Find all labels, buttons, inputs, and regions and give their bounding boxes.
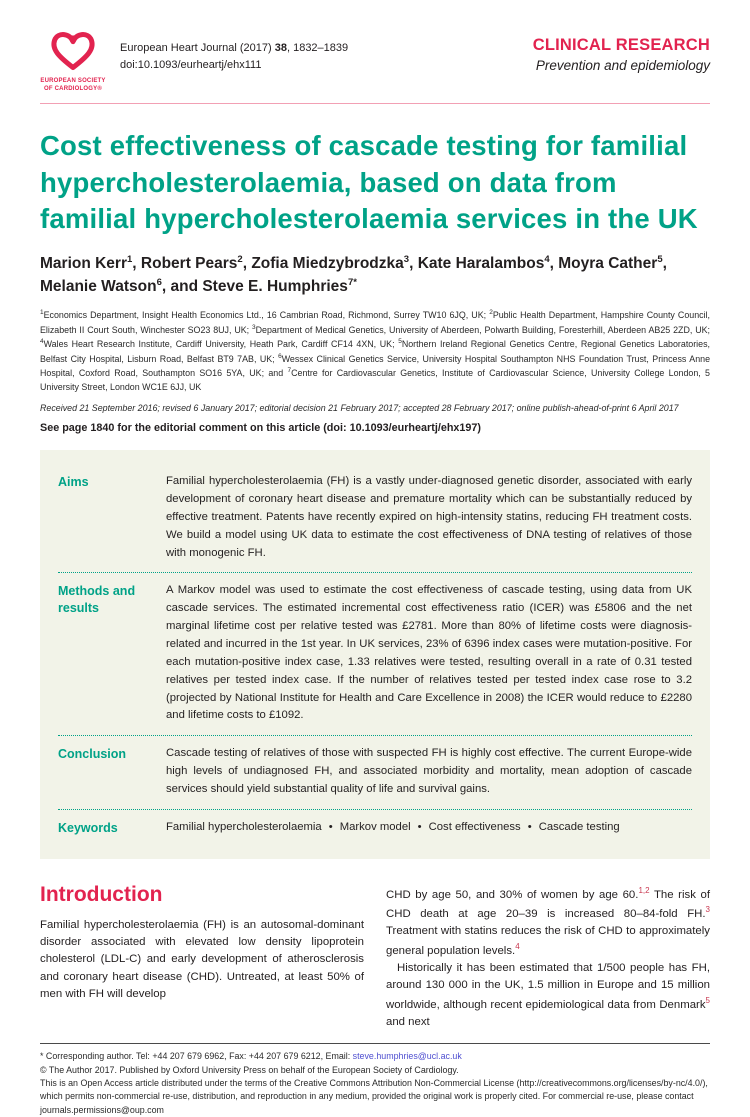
copyright-note: © The Author 2017. Published by Oxford University Press on behalf of the European Society of Cardiology.: [40, 1064, 459, 1075]
reference-superscript[interactable]: 5: [705, 995, 710, 1005]
esc-logo: [40, 28, 106, 93]
journal-citation-line: European Heart Journal (2017) 38, 1832–1839: [120, 42, 349, 54]
article-category: CLINICAL RESEARCH: [532, 36, 710, 54]
introduction-paragraph: Familial hypercholesterolaemia (FH) is an autosomal-dominant disorder associated with elevated low density lipoprotein cholesterol (LDL-C) and early development of atherosclerosis and coronary heart disease (CHD). Untreated, at least 50% of men with FH will develop: [40, 918, 364, 1001]
abstract-conclusion-label: Conclusion: [58, 747, 127, 762]
article-title: Cost effectiveness of cascade testing for familial hypercholesterolaemia, based on data from familial hypercholesterolaemia services in the UK: [40, 130, 698, 235]
abstract-methods-label: Methods and results: [58, 584, 136, 616]
abstract-aims-label: Aims: [58, 475, 89, 490]
abstract-aims: [58, 464, 692, 572]
abstract-aims-text: Familial hypercholesterolaemia (FH) is a vastly under-diagnosed genetic disorder, associated with early development of coronary heart disease and premature mortality which can be substantially reduced by effective treatment. Patents have recently expired on high-intensity statins, reducing FH treatment costs. We build a model using UK data to estimate the cost effectiveness of DNA testing of relatives of those with monogenic FH.: [166, 475, 692, 559]
esc-heart-icon: [48, 28, 98, 72]
reference-superscript[interactable]: 4: [515, 941, 520, 951]
article-subcategory: Prevention and epidemiology: [535, 58, 710, 73]
corresponding-email-link[interactable]: steve.humphries@ucl.ac.uk: [352, 1051, 462, 1062]
keyword: Markov model: [339, 820, 411, 833]
journal-header: [40, 28, 710, 93]
body-paragraph: Historically it has been estimated that 1/500 people has FH, around 130 000 in the UK, 1.5 million in Europe and 15 million worldwide, although recent epidemiological data from Denmark$^5$ and next: [386, 961, 710, 1028]
reference-superscript[interactable]: 3: [705, 904, 710, 914]
body-paragraph: CHD by age 50, and 30% of women by age 60.$^{1,2}$ The risk of CHD death at age 20–39 is increased 80–84-fold FH.$^3$ Treatment with statins reduces the risk of CHD to approximately general population levels.$^4$: [386, 885, 710, 957]
bullet-separator: •: [417, 820, 422, 833]
abstract-conclusion: [58, 735, 692, 809]
abstract-methods-text: A Markov model was used to estimate the cost effectiveness of cascade testing, using data from UK cascade services. The estimated incremental cost effectiveness ratio (ICER) was £5806 and the net marginal lifetime cost per relative tested was £2781. More than 80% of lifetime costs were diagnosis-related and incurred in the 1st year. In UK services, 23% of 6396 index cases were mutation-positive. For each mutation-positive index case, 1.33 relatives were tested, resulting overall in a rate of 0.31 tested relatives per tested index case. If the number of relatives tested per tested index case rose to 3.2 (projected by National Institute for Health and Care Excellence in 2008) the ICER would reduce to £2280 and lifetime costs to £1092.: [166, 584, 692, 722]
author-list: Marion Kerr$^1$, Robert Pears$^2$, Zofia Miedzybrodzka$^3$, Kate Haralambos$^4$, Moyra Cather$^5$, Melanie Watson$^6$, and Steve E. Humphries$^{7*}$: [40, 253, 667, 295]
footnote-block: [40, 1043, 710, 1117]
keyword-list: [166, 819, 692, 837]
bullet-separator: •: [328, 820, 333, 833]
header-divider: [40, 103, 710, 104]
license-note: This is an Open Access article distributed under the terms of the Creative Commons Attribution Non-Commercial License (http://creativecommons.org/licenses/by-nc/4.0/), which permits non-commercial re-use, distribution, and reproduction in any medium, provided the original work is properly cited. For commercial re-use, please contact journals.permissions@oup.com: [40, 1078, 708, 1115]
left-column: [40, 883, 364, 1032]
keyword: Cost effectiveness: [428, 820, 521, 833]
article-category-block: [533, 28, 710, 73]
editorial-comment-note: See page 1840 for the editorial comment on this article (doi: 10.1093/eurheartj/ehx197): [40, 422, 482, 435]
abstract-keywords: [58, 809, 692, 847]
corresponding-author-note: * Corresponding author. Tel: +44 207 679 6962, Fax: +44 207 679 6212, Email: steve.humphries@ucl.ac.uk: [40, 1051, 462, 1062]
keyword: Cascade testing: [538, 820, 620, 833]
reference-superscript[interactable]: 1,2: [638, 885, 650, 895]
keyword: Familial hypercholesterolaemia: [166, 820, 322, 833]
abstract-keywords-label: Keywords: [58, 820, 118, 835]
abstract-conclusion-text: Cascade testing of relatives of those with suspected FH is highly cost effective. The current Europe-wide high levels of undiagnosed FH, and associated morbidity and mortality, mean adoption of cascade services should yield substantial quality of life and survival gains.: [166, 747, 692, 795]
journal-citation: [120, 28, 348, 73]
esc-logo-caption: EUROPEAN SOCIETY OF CARDIOLOGY®: [40, 78, 106, 92]
abstract-box: [40, 450, 710, 858]
body-columns: [40, 883, 710, 1032]
abstract-methods: [58, 572, 692, 735]
doi-line: doi:10.1093/eurheartj/ehx111: [120, 58, 262, 71]
bullet-separator: •: [527, 820, 532, 833]
article-history: Received 21 September 2016; revised 6 January 2017; editorial decision 21 February 2017; accepted 28 February 2017; online publish-ahead-of-print 6 April 2017: [40, 403, 679, 414]
right-column: [386, 883, 710, 1032]
affiliations: $^1$Economics Department, Insight Health Economics Ltd., 16 Cambrian Road, Richmond, Surrey TW10 6JQ, UK; $^2$Public Health Department, Hampshire County Council, Elizabeth II Court South, Winchester SO23 8UJ, UK; $^3$Department of Medical Genetics, University of Aberdeen, Polwarth Building, Foresterhill, Aberdeen AB25 2ZD, UK; $^4$Wales Heart Research Institute, Cardiff University, Heath Park, Cardiff CF14 4XN, UK; $^5$Northern Ireland Regional Genetics Centre, Regional Genetics Laboratories, Belfast City Hospital, Lisburn Road, Belfast BT9 7AB, UK; $^6$Wessex Clinical Genetics Service, University Hospital Southampton NHS Foundation Trust, Princess Anne Hospital, Coxford Road, Southampton SO16 5YA, UK; and $^7$Centre for Cardiovascular Genetics, Institute of Cardiovascular Science, University College London, 5 University Street, London WC1E 6JJ, UK: [40, 309, 711, 392]
introduction-heading: Introduction: [40, 882, 163, 906]
